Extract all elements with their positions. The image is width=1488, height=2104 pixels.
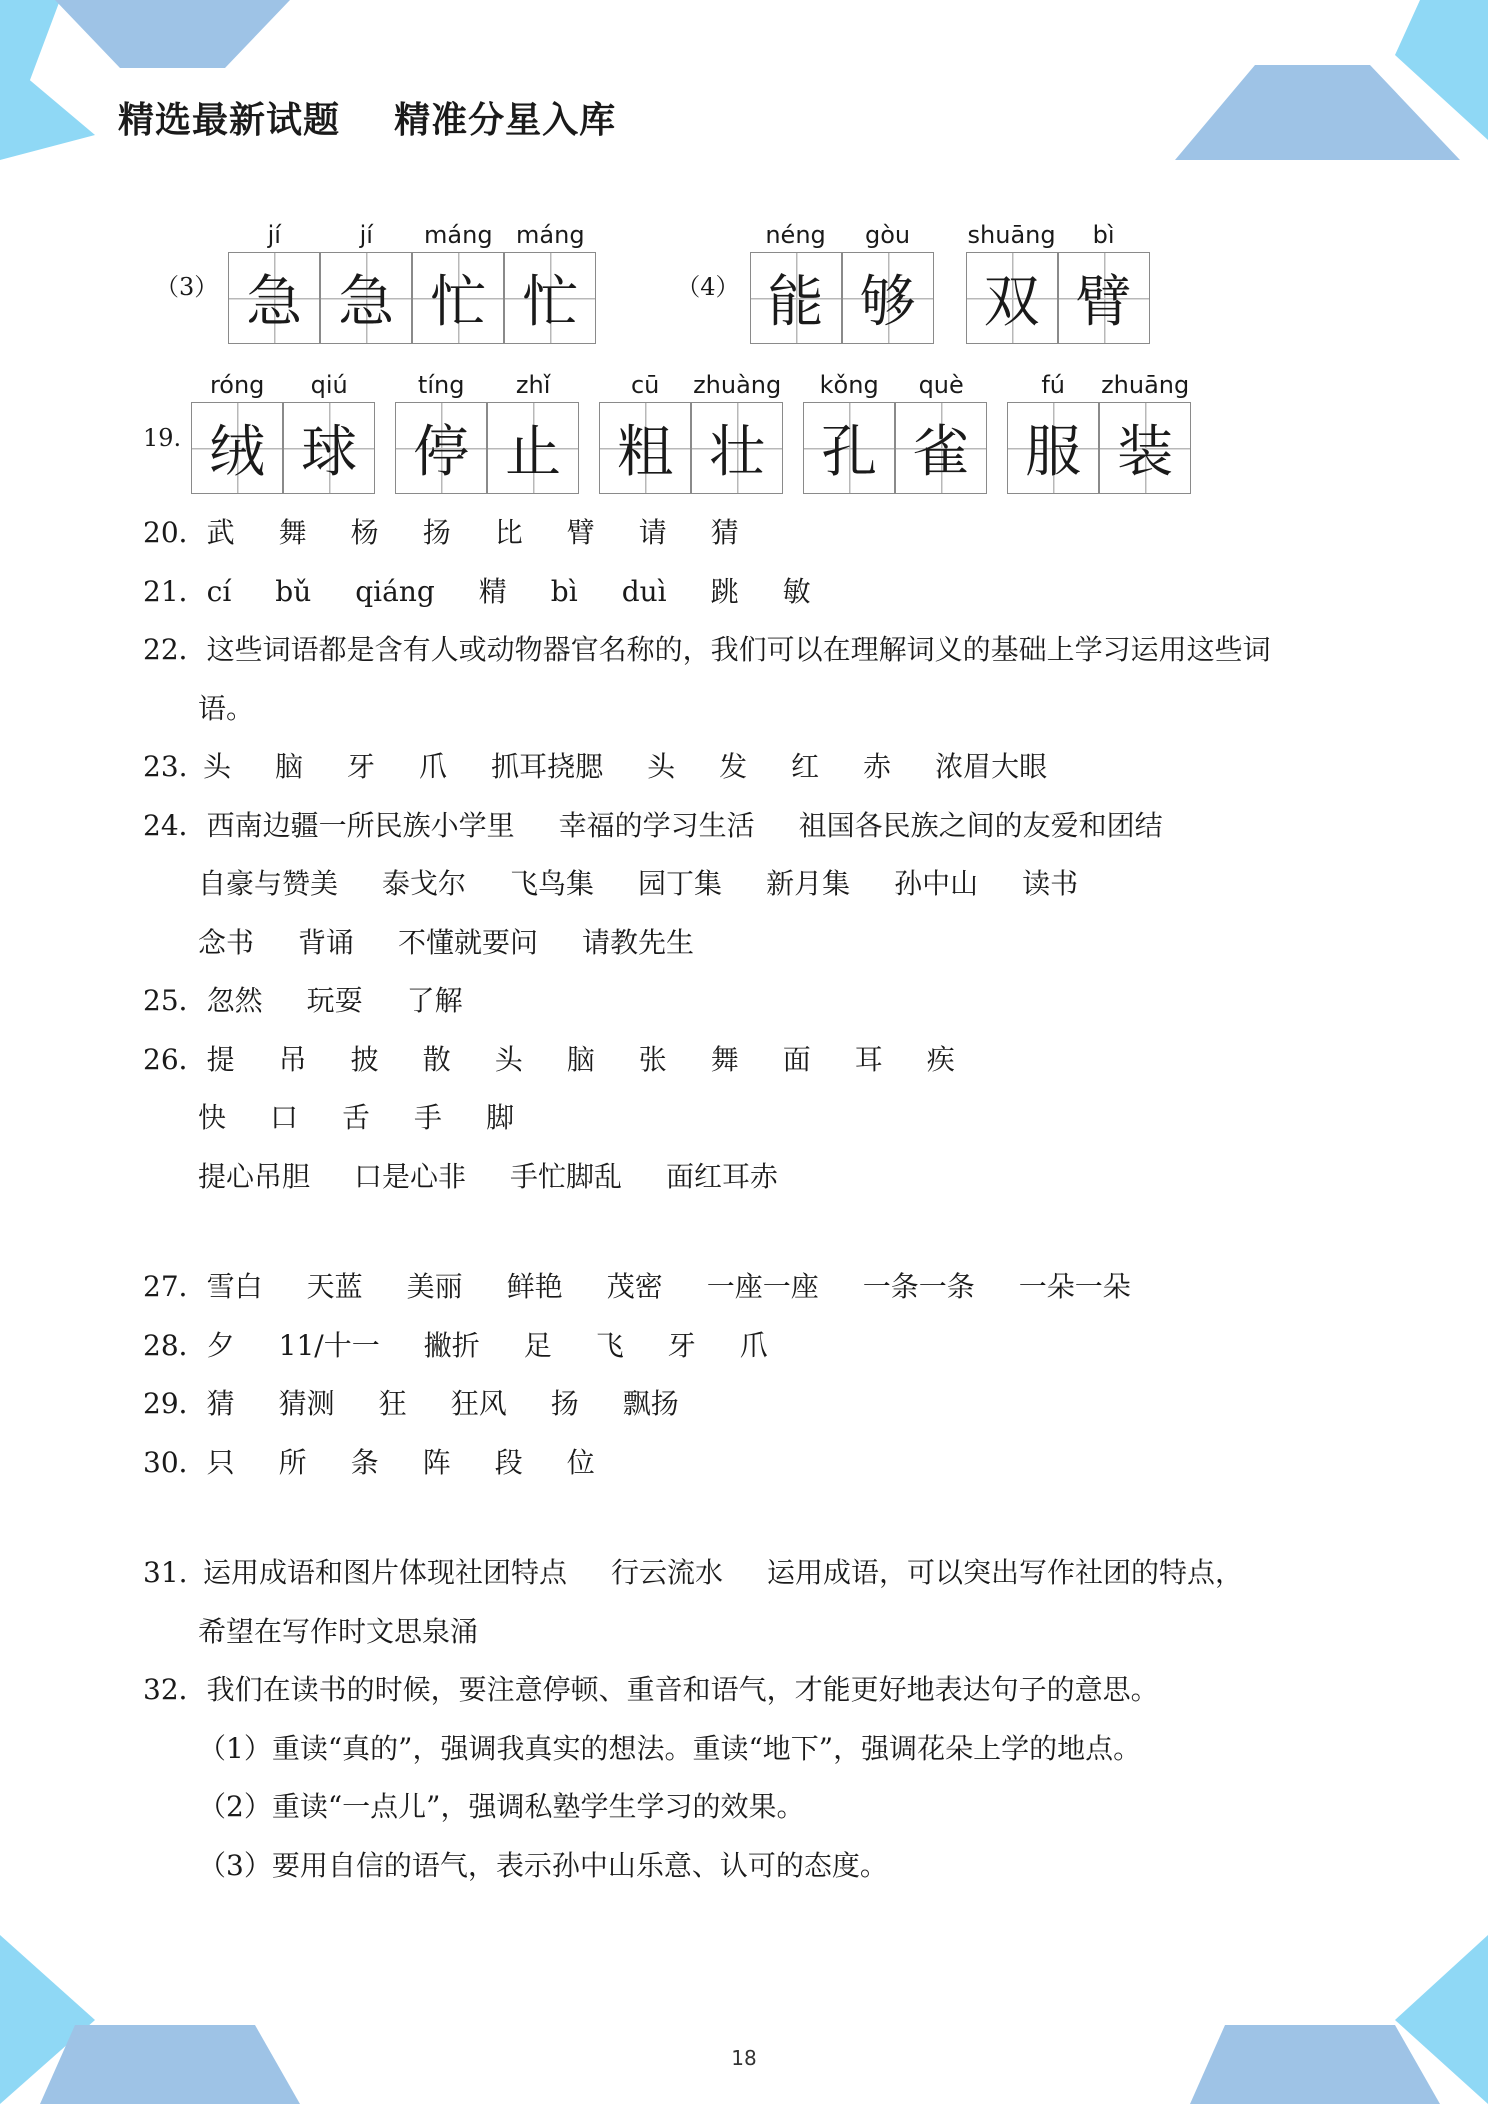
- question-number: 26．: [143, 1042, 207, 1076]
- hanzi: 粗: [617, 420, 674, 485]
- answer-word: 我们在读书的时候，要注意停顿、重音和语气，才能更好地表达句子的意思。: [206, 1673, 1159, 1706]
- answer-word: 牙: [347, 750, 376, 783]
- answer-word: 撇折: [423, 1328, 480, 1362]
- answer-line: [143, 1031, 1373, 1090]
- answer-word: 茂密: [606, 1270, 663, 1303]
- answer-word: 一座一座: [706, 1270, 819, 1303]
- answer-word: 飘扬: [622, 1387, 679, 1420]
- character-cell: [1007, 368, 1099, 494]
- answer-word: 舞: [278, 516, 307, 549]
- character-cell: [412, 218, 504, 344]
- answer-word: 这些词语都是含有人或动物器官名称的，我们可以在理解词义的基础上学习运用这些词: [206, 633, 1271, 666]
- answer-line: [143, 563, 1373, 622]
- answer-word: 耳: [854, 1042, 883, 1076]
- hanzi: 忙: [430, 270, 487, 335]
- grid-row: [143, 368, 1211, 494]
- answer-word: 脚: [486, 1101, 515, 1134]
- question-number: 22．: [143, 633, 207, 666]
- tian-grid: [395, 402, 487, 494]
- answer-word: 舞: [710, 1042, 739, 1076]
- answer-word: 敏: [782, 574, 811, 608]
- tian-grid: [487, 402, 579, 494]
- answer-word: 希望在写作时文思泉涌: [198, 1614, 479, 1648]
- answer-word: 所: [278, 1445, 307, 1479]
- question-number: 21．: [143, 574, 207, 608]
- answer-word: 玩耍: [306, 984, 363, 1017]
- tian-grid: [320, 252, 412, 344]
- tian-grid: [1007, 402, 1099, 494]
- tian-grid: [966, 252, 1058, 344]
- answer-word: 杨: [350, 516, 379, 549]
- answer-word: 脑: [275, 750, 304, 783]
- answer-word: 手忙脚乱: [510, 1159, 623, 1193]
- hanzi: 服: [1025, 420, 1082, 485]
- answer-word: 提心吊胆: [198, 1159, 311, 1193]
- answer-word: 舌: [342, 1101, 371, 1134]
- answer-line: [143, 797, 1373, 856]
- answer-word: （1）重读“真的”，强调我真实的想法。重读“地下”，强调花朵上学的地点。: [198, 1731, 1142, 1765]
- hanzi: 忙: [522, 270, 579, 335]
- corner-shape-top-left-2: [0, 55, 95, 160]
- answer-word: 臂: [566, 516, 595, 549]
- answer-word: 浓眉大眼: [935, 750, 1048, 783]
- pinyin: máng: [516, 221, 585, 249]
- answer-word: 牙: [667, 1328, 696, 1362]
- hanzi: 臂: [1075, 270, 1132, 335]
- answer-line: [143, 855, 1373, 914]
- answer-word: 红: [791, 750, 820, 783]
- sub-question-label: （3）: [155, 273, 219, 301]
- answer-word: 一条一条: [862, 1270, 975, 1303]
- answer-word: bǔ: [275, 574, 312, 608]
- answer-word: 发: [719, 750, 748, 783]
- trapezoid-top-left: [55, 0, 290, 68]
- answer-word: 精: [478, 574, 507, 608]
- answer-list: [143, 504, 1373, 1895]
- pinyin: fú: [1041, 371, 1065, 399]
- hanzi: 停: [413, 420, 470, 485]
- answer-word: 跳: [710, 574, 739, 608]
- tian-grid: [283, 402, 375, 494]
- answer-word: 爪: [739, 1328, 768, 1362]
- word-box: [803, 368, 987, 494]
- answer-word: 脑: [566, 1042, 595, 1076]
- answer-word: 比: [494, 516, 523, 549]
- tian-grid: [504, 252, 596, 344]
- pinyin: róng: [209, 371, 265, 399]
- answer-word: 祖国各民族之间的友爱和团结: [798, 808, 1163, 842]
- pinyin: gòu: [864, 221, 911, 249]
- answer-word: 头: [494, 1042, 523, 1076]
- hanzi: 够: [859, 270, 916, 335]
- answer-word: 请教先生: [582, 925, 695, 959]
- character-cell: [895, 368, 987, 494]
- answer-word: 运用成语和图片体现社团特点: [203, 1556, 568, 1589]
- hanzi: 孔: [821, 420, 878, 485]
- pinyin: zhuàng: [693, 371, 782, 399]
- answer-word: 读书: [1022, 867, 1079, 900]
- character-cell: [750, 218, 842, 344]
- answer-word: 头: [203, 750, 232, 783]
- tian-grid: [895, 402, 987, 494]
- pinyin: shuāng: [967, 221, 1056, 249]
- answer-word: 散: [422, 1042, 451, 1076]
- hanzi: 止: [505, 420, 562, 485]
- character-cell: [842, 218, 934, 344]
- answer-word: 忽然: [206, 984, 263, 1017]
- answer-word: 运用成语，可以突出写作社团的特点，: [767, 1556, 1244, 1589]
- answer-word: 提: [206, 1042, 235, 1076]
- answer-word: 背诵: [298, 925, 355, 959]
- character-cell: [803, 368, 895, 494]
- answer-word: 赤: [863, 750, 892, 783]
- answer-line: [143, 972, 1373, 1031]
- answer-word: 泰戈尔: [382, 867, 467, 900]
- blank-line: [143, 1206, 1373, 1258]
- answer-word: （3）要用自信的语气，表示孙中山乐意、认可的态度。: [198, 1848, 888, 1882]
- answer-line: [143, 1720, 1373, 1779]
- answer-word: 爪: [419, 750, 448, 783]
- answer-word: 雪白: [206, 1270, 263, 1303]
- blank-line: [143, 1492, 1373, 1544]
- answer-word: 足: [523, 1328, 552, 1362]
- pinyin: cū: [630, 371, 660, 399]
- answer-word: 口是心非: [354, 1159, 467, 1193]
- header-title: 精选最新试题 精准分星入库: [118, 100, 617, 141]
- pinyin: zhǐ: [515, 371, 551, 399]
- answer-word: 行云流水: [611, 1556, 724, 1589]
- answer-word: （2）重读“一点儿”，强调私塾学生学习的效果。: [198, 1790, 805, 1823]
- question-number: 29．: [143, 1387, 207, 1420]
- answer-word: 面红耳赤: [666, 1159, 779, 1193]
- trapezoid-top-right: [1175, 65, 1460, 160]
- hanzi: 球: [301, 420, 358, 485]
- character-cell: [395, 368, 487, 494]
- hanzi: 壮: [709, 420, 766, 485]
- tian-grid: [842, 252, 934, 344]
- answer-line: [143, 914, 1373, 973]
- answer-word: 条: [350, 1445, 379, 1479]
- answer-word: 了解: [406, 984, 463, 1017]
- answer-word: 段: [494, 1445, 523, 1479]
- answer-line: [143, 1148, 1373, 1207]
- answer-word: 念书: [198, 925, 255, 959]
- answer-word: 夕: [206, 1328, 235, 1362]
- answer-line: [143, 1258, 1373, 1317]
- answer-word: bì: [550, 574, 578, 608]
- tian-grid: [228, 252, 320, 344]
- word-box: [191, 368, 375, 494]
- answer-word: 请: [638, 516, 667, 549]
- tian-grid: [691, 402, 783, 494]
- hanzi: 绒: [209, 420, 266, 485]
- question-number: 25．: [143, 984, 207, 1017]
- answer-word: cí: [206, 574, 232, 608]
- answer-line: [143, 680, 1373, 739]
- answer-word: 天蓝: [306, 1270, 363, 1303]
- answer-word: 手: [414, 1101, 443, 1134]
- answer-line: [143, 1375, 1373, 1434]
- question-number: 27．: [143, 1270, 207, 1303]
- answer-line: [143, 1778, 1373, 1837]
- sub-question-label: （4）: [676, 273, 740, 301]
- pinyin: néng: [765, 221, 826, 249]
- answer-word: 西南边疆一所民族小学里: [206, 808, 515, 842]
- word-box: [395, 368, 579, 494]
- answer-word: 面: [782, 1042, 811, 1076]
- hanzi: 急: [338, 270, 395, 335]
- answer-word: 狂风: [450, 1387, 507, 1420]
- answer-line: [143, 1434, 1373, 1493]
- word-box: [750, 218, 934, 344]
- answer-word: 吊: [278, 1042, 307, 1076]
- character-cell: [487, 368, 579, 494]
- question-number: 23.: [143, 750, 188, 783]
- question-number: 20．: [143, 516, 207, 549]
- pinyin: bì: [1092, 221, 1115, 249]
- answer-word: 头: [647, 750, 676, 783]
- pinyin: zhuāng: [1101, 371, 1190, 399]
- answer-word: 语。: [198, 691, 255, 725]
- answer-line: [143, 1661, 1373, 1720]
- answer-word: 快: [198, 1101, 227, 1134]
- word-box: [599, 368, 783, 494]
- pinyin: tíng: [417, 371, 465, 399]
- character-cell: [228, 218, 320, 344]
- question-number: 19.: [143, 424, 182, 452]
- answer-word: 自豪与赞美: [198, 867, 339, 900]
- question-number: 30．: [143, 1445, 207, 1479]
- tian-grid: [191, 402, 283, 494]
- answer-word: 新月集: [766, 867, 851, 900]
- tian-grid: [599, 402, 691, 494]
- character-cell: [599, 368, 691, 494]
- answer-word: 阵: [422, 1445, 451, 1479]
- answer-word: 11/十一: [278, 1328, 380, 1362]
- hanzi: 雀: [913, 420, 970, 485]
- tian-grid: [1058, 252, 1150, 344]
- answer-word: 一朵一朵: [1018, 1270, 1131, 1303]
- question-number: 28．: [143, 1328, 207, 1362]
- hanzi: 装: [1117, 420, 1174, 485]
- character-cell: [283, 368, 375, 494]
- answer-line: [143, 1837, 1373, 1896]
- character-cell: [191, 368, 283, 494]
- answer-word: 疾: [926, 1042, 955, 1076]
- answer-word: 口: [270, 1101, 299, 1134]
- answer-word: 位: [566, 1445, 595, 1479]
- word-box: [1007, 368, 1191, 494]
- tian-grid: [750, 252, 842, 344]
- answer-line: [143, 621, 1373, 680]
- hanzi: 双: [983, 270, 1040, 335]
- answer-word: 武: [206, 516, 235, 549]
- answer-line: [143, 504, 1373, 563]
- answer-word: 只: [206, 1445, 235, 1479]
- answer-word: 孙中山: [894, 867, 979, 900]
- answer-word: 猜测: [278, 1387, 335, 1420]
- answer-line: [143, 1089, 1373, 1148]
- answer-word: 幸福的学习生活: [558, 808, 755, 842]
- character-cell: [1058, 218, 1150, 344]
- answer-word: 猜: [206, 1387, 235, 1420]
- answer-word: 张: [638, 1042, 667, 1076]
- question-number: 31.: [143, 1556, 188, 1589]
- answer-word: 鲜艳: [506, 1270, 563, 1303]
- character-cell: [691, 368, 783, 494]
- answer-line: [143, 738, 1373, 797]
- answer-word: qiáng: [355, 574, 435, 608]
- answer-word: 不懂就要问: [398, 925, 539, 959]
- answer-line: [143, 1317, 1373, 1376]
- pinyin: kǒng: [819, 371, 879, 399]
- grid-row: [155, 218, 1170, 344]
- word-box: [966, 218, 1150, 344]
- character-cell: [966, 218, 1058, 344]
- hanzi: 急: [246, 270, 303, 335]
- tian-grid: [1099, 402, 1191, 494]
- pinyin: què: [918, 371, 964, 399]
- answer-word: 披: [350, 1042, 379, 1076]
- character-cell: [1099, 368, 1191, 494]
- answer-word: 狂: [378, 1387, 407, 1420]
- answer-line: [143, 1603, 1373, 1662]
- question-number: 32．: [143, 1673, 207, 1706]
- character-cell: [504, 218, 596, 344]
- word-box: [228, 218, 596, 344]
- answer-word: 园丁集: [638, 867, 723, 900]
- answer-word: 扬: [422, 516, 451, 549]
- answer-word: 猜: [710, 516, 739, 549]
- answer-word: 扬: [550, 1387, 579, 1420]
- answer-line: [143, 1544, 1373, 1603]
- pinyin: jí: [267, 221, 281, 249]
- pinyin: máng: [424, 221, 493, 249]
- pinyin: qiú: [310, 371, 348, 399]
- tian-grid: [803, 402, 895, 494]
- pinyin: jí: [359, 221, 373, 249]
- answer-word: duì: [621, 574, 667, 608]
- question-number: 24．: [143, 808, 207, 842]
- answer-word: 飞鸟集: [510, 867, 595, 900]
- tian-grid: [412, 252, 504, 344]
- answer-word: 美丽: [406, 1270, 463, 1303]
- answer-word: 抓耳挠腮: [491, 750, 604, 783]
- page-number: 18: [731, 2046, 757, 2070]
- hanzi: 能: [767, 270, 824, 335]
- character-cell: [320, 218, 412, 344]
- answer-word: 飞: [595, 1328, 624, 1362]
